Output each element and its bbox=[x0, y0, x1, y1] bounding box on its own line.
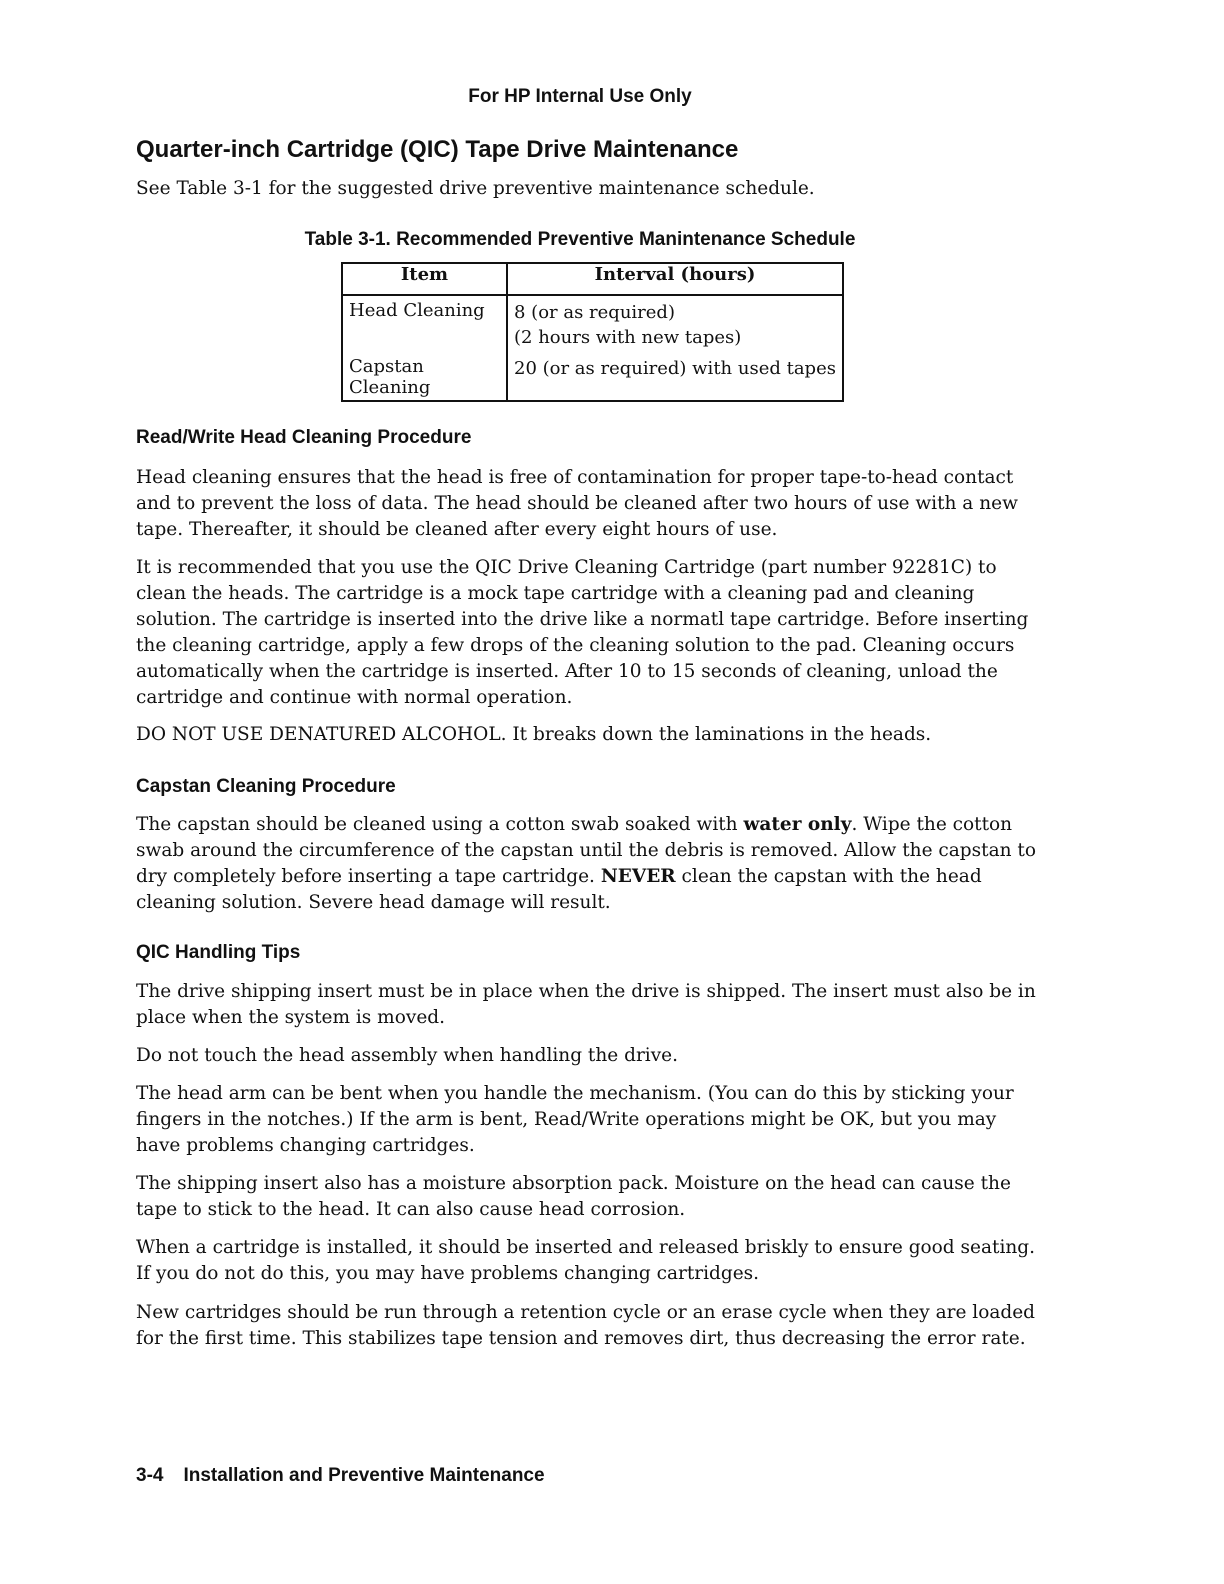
table-cell-interval bbox=[507, 356, 843, 401]
tips-paragraph-6: New cartridges should be run through a retention cycle or an erase cycle when they are loaded for the first time. This stabilizes tape tension and removes dirt, thus decreasing the error rate. bbox=[136, 1302, 1035, 1349]
water-only-emphasis: water only bbox=[743, 814, 852, 835]
tips-paragraph-5: When a cartridge is installed, it should be inserted and released briskly to ensure good seating. If you do not do this, you may have problems changing cartridges. bbox=[136, 1237, 1035, 1284]
never-emphasis: NEVER bbox=[600, 866, 676, 887]
table-header-interval: Interval (hours) bbox=[507, 263, 843, 295]
table-row bbox=[342, 356, 843, 401]
capstan-text: clean the capstan with the head cleaning solution. Severe head damage will result. bbox=[136, 866, 982, 913]
rw-head-paragraph-1: Head cleaning ensures that the head is free of contamination for proper tape-to-head contact and to prevent the loss of data. The head should be cleaned after two hours of use with a new tape. Thereafter, it should be cleaned after every eight hours of use. bbox=[136, 467, 1018, 540]
interval-line: 8 (or as required) bbox=[514, 302, 675, 323]
table-caption: Table 3-1. Recommended Preventive Manintenance Schedule bbox=[304, 229, 856, 250]
table-cell-item: Capstan Cleaning bbox=[342, 356, 507, 401]
tips-paragraph-2: Do not touch the head assembly when handling the drive. bbox=[136, 1045, 678, 1066]
intro-paragraph: See Table 3-1 for the suggested drive preventive maintenance schedule. bbox=[136, 178, 815, 199]
table-header-item: Item bbox=[342, 263, 507, 295]
table-header-row bbox=[342, 263, 843, 295]
tips-paragraph-3: The head arm can be bent when you handle the mechanism. (You can do this by sticking your fingers in the notches.) If the arm is bent, Read/Write operations might be OK, but you may have problems changing cartridges. bbox=[136, 1083, 1014, 1156]
table-cell-interval bbox=[507, 295, 843, 356]
capstan-heading: Capstan Cleaning Procedure bbox=[136, 776, 396, 797]
rw-head-paragraph-2: It is recommended that you use the QIC Drive Cleaning Cartridge (part number 92281C) to clean the heads. The cartridge is a mock tape cartridge with a cleaning pad and cleaning solution. The cartridge is inserted into the drive like a normatl tape cartridge. Before inserting the cleaning cartridge, apply a few drops of the cleaning solution to the pad. Cleaning occurs automatically when the cartridge is inserted. After 10 to 15 seconds of cleaning, unload the cartridge and continue with normal operation. bbox=[136, 557, 1029, 708]
rw-head-paragraph-3: DO NOT USE DENATURED ALCOHOL. It breaks down the laminations in the heads. bbox=[136, 724, 932, 745]
section-title: Quarter-inch Cartridge (QIC) Tape Drive Maintenance bbox=[136, 136, 739, 163]
interval-line: 20 (or as required) with used tapes bbox=[514, 358, 836, 379]
interval-line: (2 hours with new tapes) bbox=[514, 327, 742, 348]
capstan-text: . Wipe the cotton swab around the circumference of the capstan until the debris is removed. Allow the capstan to dry completely before inserting a tape cartridge. bbox=[136, 814, 1036, 887]
capstan-paragraph bbox=[136, 812, 1036, 916]
tips-paragraph-1: The drive shipping insert must be in place when the drive is shipped. The insert must also be in place when the system is moved. bbox=[136, 981, 1036, 1028]
table-cell-item: Head Cleaning bbox=[342, 295, 507, 356]
table-row bbox=[342, 295, 843, 356]
qic-tips-heading: QIC Handling Tips bbox=[136, 942, 301, 963]
capstan-text: The capstan should be cleaned using a cotton swab soaked with bbox=[136, 814, 744, 835]
page-number: 3-4 bbox=[136, 1465, 164, 1486]
rw-head-heading: Read/Write Head Cleaning Procedure bbox=[136, 427, 472, 448]
tips-paragraph-4: The shipping insert also has a moisture absorption pack. Moisture on the head can cause the tape to stick to the head. It can also cause head corrosion. bbox=[136, 1173, 1011, 1220]
chapter-title: Installation and Preventive Maintenance bbox=[183, 1465, 545, 1486]
internal-use-banner: For HP Internal Use Only bbox=[468, 86, 692, 107]
page-footer bbox=[136, 1465, 545, 1487]
maintenance-schedule-table bbox=[341, 262, 844, 402]
